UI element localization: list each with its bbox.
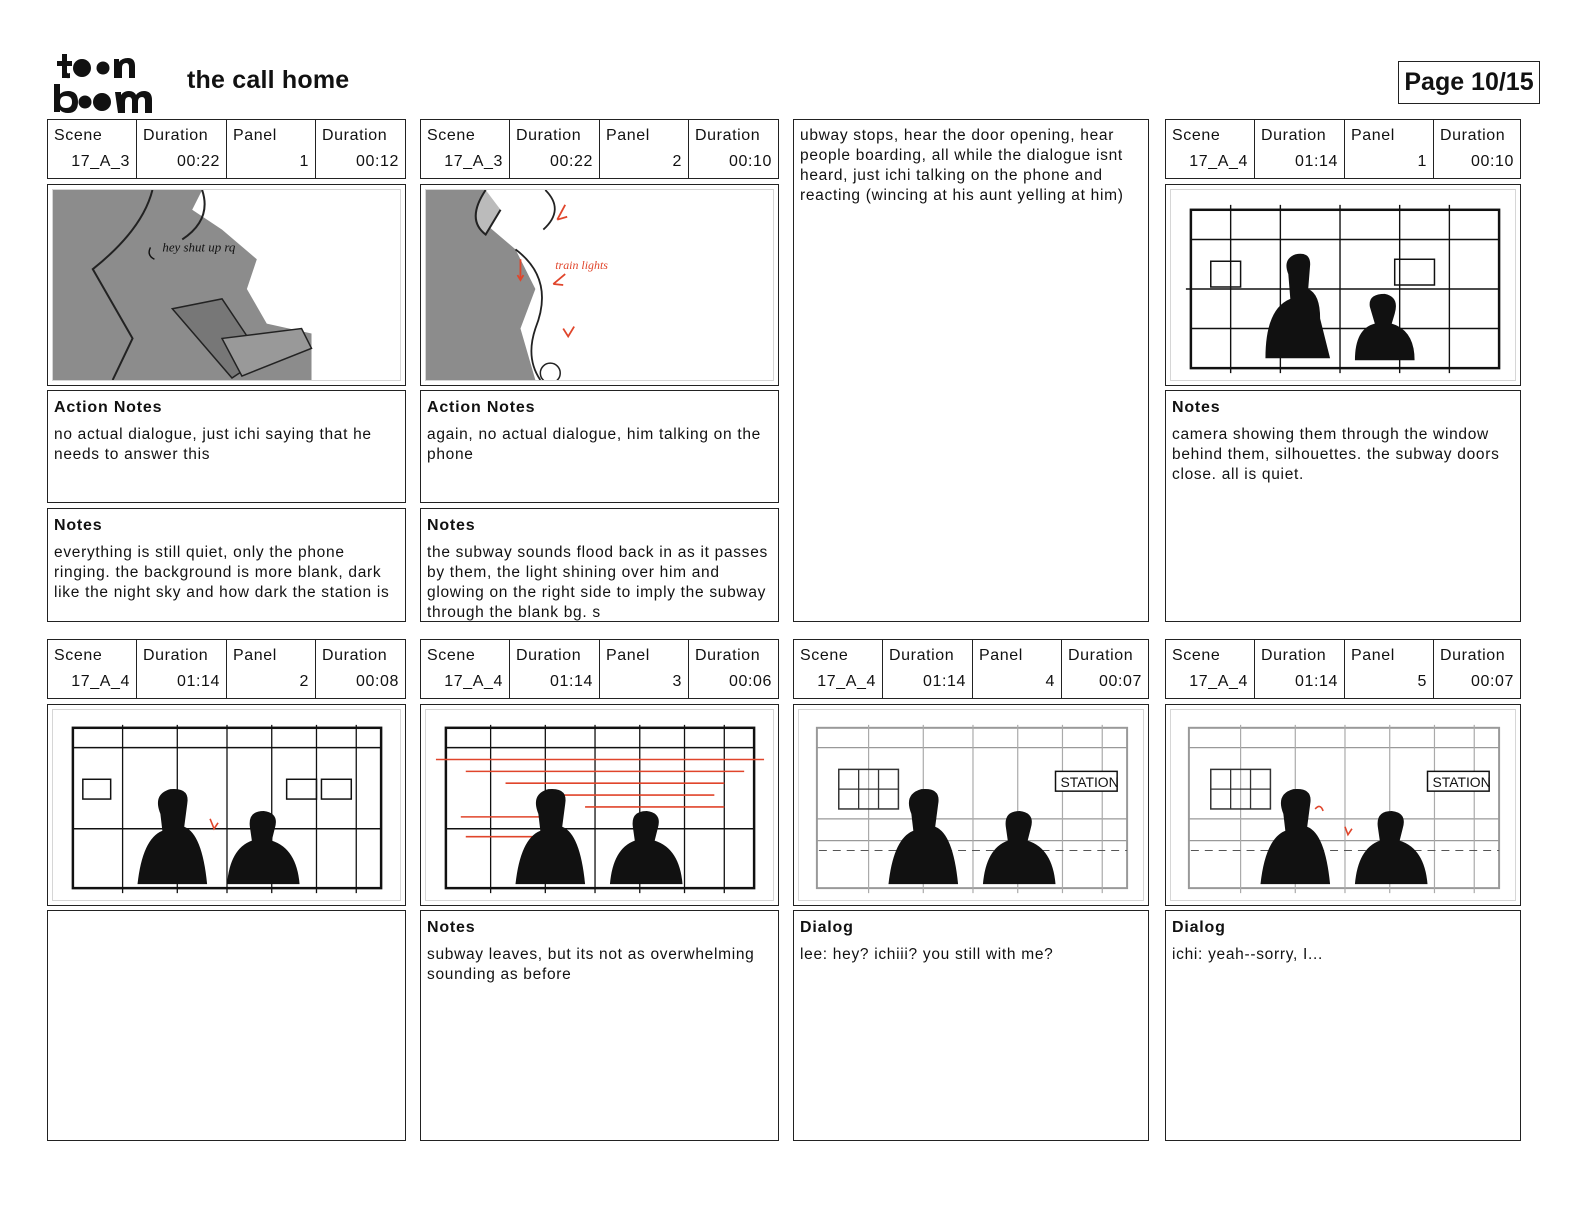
notes-title: Notes	[54, 517, 103, 534]
scene-duration-value: 00:22	[549, 153, 593, 170]
dialog-box	[793, 910, 1149, 1141]
scene-label: Scene	[1172, 647, 1221, 664]
panel-image[interactable]	[420, 184, 779, 386]
panel-label: Panel	[1351, 647, 1395, 664]
station-sign-text: STATION	[1432, 774, 1491, 791]
panel-duration-value: 00:10	[1470, 153, 1514, 170]
scene-value: 17_A_4	[1189, 153, 1248, 170]
page-indicator: Page 10/15	[1398, 61, 1540, 104]
panel-image[interactable]	[47, 704, 406, 906]
panel-duration-label: Duration	[322, 127, 388, 144]
duration-label: Duration	[889, 647, 955, 664]
sketch-annotation-text: train lights	[555, 258, 608, 273]
notes-title: Notes	[427, 919, 476, 936]
duration-label: Duration	[143, 647, 209, 664]
sketch-scribble-text: hey shut up rq	[162, 240, 236, 255]
sketch-subway-passing	[426, 710, 773, 900]
scene-duration-value: 01:14	[1294, 153, 1338, 170]
notes-box	[420, 910, 779, 1141]
panel-duration-label: Duration	[322, 647, 388, 664]
notes-overflow-box	[793, 119, 1149, 622]
panel-duration-label: Duration	[695, 647, 761, 664]
panel-label: Panel	[1351, 127, 1395, 144]
scene-label: Scene	[427, 127, 476, 144]
duration-label: Duration	[1261, 127, 1327, 144]
panel-duration-value: 00:08	[355, 673, 399, 690]
panel-image[interactable]	[1165, 704, 1521, 906]
action-notes-title: Action Notes	[54, 399, 163, 416]
action-notes-text: again, no actual dialogue, him talking on the phone	[427, 426, 761, 463]
panel-header	[793, 639, 1149, 699]
panel-number-value: 2	[672, 153, 682, 170]
scene-duration-value: 01:14	[922, 673, 966, 690]
notes-title: Notes	[1172, 399, 1221, 416]
duration-label: Duration	[516, 127, 582, 144]
notes-text: the subway sounds flood back in as it passes by them, the light shining over him and glowing on the right side to imply the subway through the blank bg. s	[427, 544, 768, 621]
scene-value: 17_A_4	[817, 673, 876, 690]
dialog-title: Dialog	[1172, 919, 1226, 936]
panel-image[interactable]	[47, 184, 406, 386]
panel-header	[47, 119, 406, 179]
panel-duration-label: Duration	[1068, 647, 1134, 664]
dialog-box	[1165, 910, 1521, 1141]
notes-title: Notes	[427, 517, 476, 534]
scene-label: Scene	[800, 647, 849, 664]
scene-value: 17_A_3	[444, 153, 503, 170]
panel-number-value: 3	[672, 673, 682, 690]
empty-notes-box	[47, 910, 406, 1141]
panel-label: Panel	[979, 647, 1023, 664]
panel-number-value: 1	[1417, 153, 1427, 170]
scene-label: Scene	[54, 127, 103, 144]
action-notes-title: Action Notes	[427, 399, 536, 416]
scene-value: 17_A_4	[71, 673, 130, 690]
panel-label: Panel	[606, 647, 650, 664]
panel-header	[1165, 119, 1521, 179]
scene-duration-value: 00:22	[176, 153, 220, 170]
sketch-character-phone	[53, 190, 400, 380]
scene-value: 17_A_4	[444, 673, 503, 690]
panel-duration-label: Duration	[1440, 127, 1506, 144]
panel-image[interactable]	[1165, 184, 1521, 386]
panel-duration-value: 00:06	[728, 673, 772, 690]
dialog-text: lee: hey? ichiii? you still with me?	[800, 946, 1054, 963]
scene-value: 17_A_3	[71, 153, 130, 170]
scene-label: Scene	[1172, 127, 1221, 144]
storyboard-title: the call home	[187, 66, 350, 94]
panel-image[interactable]	[420, 704, 779, 906]
panel-duration-value: 00:07	[1098, 673, 1142, 690]
duration-label: Duration	[143, 127, 209, 144]
station-sign-text: STATION	[1060, 774, 1119, 791]
sketch-station-platform-turn	[1171, 710, 1515, 900]
dialog-text: ichi: yeah--sorry, I...	[1172, 946, 1324, 963]
notes-box	[420, 508, 779, 622]
panel-duration-value: 00:10	[728, 153, 772, 170]
panel-duration-value: 00:12	[355, 153, 399, 170]
notes-text: everything is still quiet, only the phone ringing. the background is more blank, dark like the night sky and how dark the station is	[54, 544, 390, 601]
panel-number-value: 2	[299, 673, 309, 690]
panel-header	[420, 639, 779, 699]
scene-value: 17_A_4	[1189, 673, 1248, 690]
scene-duration-value: 01:14	[549, 673, 593, 690]
panel-duration-label: Duration	[695, 127, 761, 144]
scene-duration-value: 01:14	[176, 673, 220, 690]
panel-label: Panel	[606, 127, 650, 144]
sketch-passengers-window	[53, 710, 400, 900]
duration-label: Duration	[516, 647, 582, 664]
sketch-station-platform	[799, 710, 1143, 900]
sketch-character-profile	[426, 190, 773, 380]
notes-overflow-text: ubway stops, hear the door opening, hear people boarding, all while the dialogue isnt heard, just ichi talking on the phone and reacting (wincing at his aunt yelling at him)	[800, 127, 1124, 204]
panel-duration-value: 00:07	[1470, 673, 1514, 690]
sketch-window-silhouettes	[1171, 190, 1515, 380]
action-notes-box	[47, 390, 406, 503]
scene-duration-value: 01:14	[1294, 673, 1338, 690]
panel-number-value: 4	[1045, 673, 1055, 690]
panel-number-value: 1	[299, 153, 309, 170]
notes-box	[1165, 390, 1521, 622]
dialog-title: Dialog	[800, 919, 854, 936]
panel-label: Panel	[233, 647, 277, 664]
toonboom-logo	[52, 52, 164, 114]
panel-number-value: 5	[1417, 673, 1427, 690]
panel-image[interactable]	[793, 704, 1149, 906]
notes-text: subway leaves, but its not as overwhelming sounding as before	[427, 946, 755, 983]
panel-header	[1165, 639, 1521, 699]
action-notes-text: no actual dialogue, just ichi saying that he needs to answer this	[54, 426, 372, 463]
panel-header	[420, 119, 779, 179]
notes-box	[47, 508, 406, 622]
panel-label: Panel	[233, 127, 277, 144]
panel-header	[47, 639, 406, 699]
scene-label: Scene	[54, 647, 103, 664]
scene-label: Scene	[427, 647, 476, 664]
duration-label: Duration	[1261, 647, 1327, 664]
panel-duration-label: Duration	[1440, 647, 1506, 664]
action-notes-box	[420, 390, 779, 503]
notes-text: camera showing them through the window behind them, silhouettes. the subway doors close. all is quiet.	[1172, 426, 1500, 483]
